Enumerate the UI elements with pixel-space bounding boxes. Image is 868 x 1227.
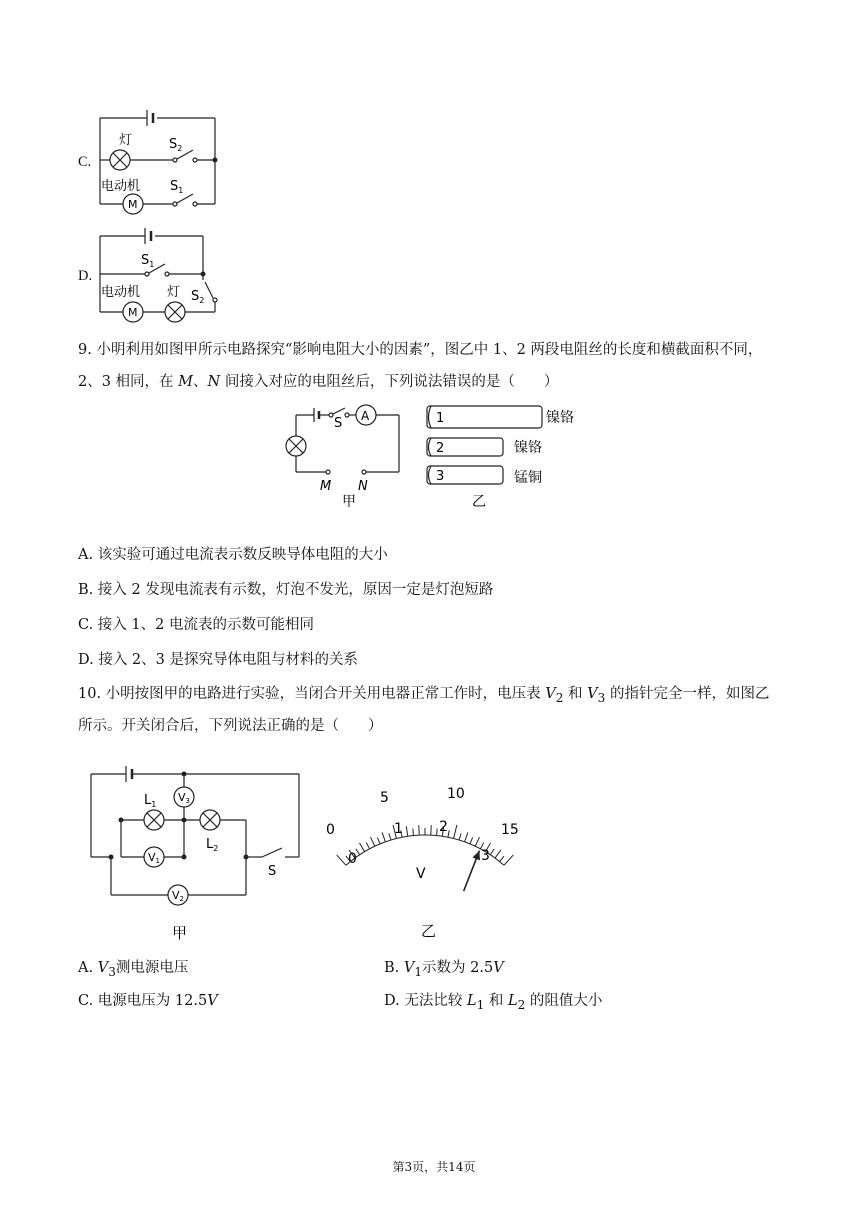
dial-inner-3: 3 <box>481 848 490 864</box>
fig-c-motor-label: 电动机 <box>101 179 141 194</box>
fig-d-s1-label: $S_1$ <box>141 253 155 269</box>
dial-tick <box>382 832 385 841</box>
dial-unit: V <box>416 866 426 882</box>
q9-stem-line2: 2、3 相同，在 M、N 间接入对应的电阻丝后，下列说法错误的是（ ） <box>78 374 559 390</box>
dial-tick <box>377 837 380 843</box>
option-c-label: C. <box>78 154 92 170</box>
q10-option-d: D. 无法比较 $L_1$ 和 $L_2$ 的阻值大小 <box>384 993 603 1012</box>
q9-stem-line1: 9. 小明利用如图甲所示电路探究“影响电阻大小的因素”，图乙中 1、2 两段电阻丝的长度和横截面积不同， <box>78 342 763 358</box>
q9-figures <box>282 400 592 510</box>
dial-tick <box>504 855 513 865</box>
dial-tick <box>337 855 346 865</box>
dial-inner-1: 1 <box>394 821 403 837</box>
q10-option-a: A. $V_3$测电源电压 <box>78 960 189 979</box>
fig-c-s2-label: $S_2$ <box>169 137 183 153</box>
dial-inner-0: 0 <box>348 851 357 867</box>
dial-outer-15: 15 <box>501 822 519 838</box>
dial-caption: 乙 <box>421 922 437 938</box>
q10-jia-l2-label: $L_2$ <box>206 837 219 853</box>
q9-option-a: A. 该实验可通过电流表示数反映导体电阻的大小 <box>78 547 388 563</box>
dial-tick <box>459 833 461 840</box>
q10-jia-v2-symbol: V2 <box>172 889 184 903</box>
q9-wire-3-number: 3 <box>436 469 445 484</box>
dial-inner-2: 2 <box>439 819 448 835</box>
q10-jia-v3-symbol: V3 <box>178 791 190 805</box>
q10-jia-v1-symbol: V1 <box>148 851 160 865</box>
q9-wire-2-number: 2 <box>436 441 445 456</box>
dial-tick <box>437 829 438 836</box>
q9-wire-1-material: 镍铬 <box>546 410 574 426</box>
dial-tick <box>389 833 391 840</box>
q9-wire-3-material: 锰铜 <box>514 470 542 486</box>
q9-option-b: B. 接入 2 发现电流表有示数，灯泡不发光，原因一定是灯泡短路 <box>78 582 494 598</box>
dial-tick <box>475 837 479 846</box>
q9-option-c: C. 接入 1、2 电流表的示数可能相同 <box>78 617 314 633</box>
fig-c-s1-label: $S_1$ <box>170 179 184 195</box>
q10-jia-caption: 甲 <box>172 924 188 942</box>
q10-voltmeter-dial <box>318 778 533 938</box>
dial-outer-5: 5 <box>380 790 389 806</box>
q10-jia-switch-label: S <box>268 864 277 879</box>
q10-stem-line2: 所示。开关闭合后，下列说法正确的是（ ） <box>78 718 383 734</box>
q10-option-b: B. $V_1$示数为 2.5V <box>384 960 504 979</box>
q9-jia-ammeter-symbol: A <box>361 409 370 423</box>
q9-option-d: D. 接入 2、3 是探究导体电阻与材料的关系 <box>78 652 358 668</box>
figure-option-d <box>95 222 225 332</box>
fig-c-lamp-label: 灯 <box>119 133 133 148</box>
q9-jia-caption: 甲 <box>342 494 356 510</box>
dial-tick <box>470 837 473 843</box>
dial-tick <box>495 850 501 858</box>
dial-tick <box>465 832 468 841</box>
dial-tick <box>413 829 414 836</box>
option-d-label: D. <box>78 268 93 284</box>
dial-outer-0: 0 <box>326 822 335 838</box>
fig-d-motor-label: 电动机 <box>101 285 141 300</box>
fig-d-lamp-label: 灯 <box>167 285 181 300</box>
fig-c-motor-symbol: M <box>128 198 138 211</box>
q9-jia-m-label: M <box>320 479 332 494</box>
dial-tick <box>406 826 407 836</box>
q9-yi-caption: 乙 <box>472 494 486 510</box>
q9-jia-n-label: N <box>358 479 368 494</box>
dial-outer-10: 10 <box>447 786 465 802</box>
fig-d-s2-label: $S_2$ <box>191 289 205 305</box>
dial-tick <box>366 843 369 849</box>
q10-jia-circuit <box>86 760 306 945</box>
figure-option-c <box>95 100 225 215</box>
dial-tick <box>454 825 457 839</box>
fig-d-motor-symbol: M <box>128 306 138 319</box>
q9-wire-1-number: 1 <box>436 411 445 426</box>
q9-jia-switch-label: S <box>334 416 343 431</box>
dial-tick <box>359 843 364 852</box>
dial-tick <box>490 849 494 855</box>
q10-jia-l1-label: $L_1$ <box>144 793 157 809</box>
page-footer: 第3页，共14页 <box>392 1160 476 1174</box>
dial-tick <box>500 856 504 861</box>
dial-tick <box>371 837 375 846</box>
q10-option-c: C. 电源电压为 12.5V <box>78 993 218 1009</box>
dial-pointer-head <box>472 851 479 861</box>
q9-wire-2-material: 镍铬 <box>514 440 542 456</box>
q10-stem-line1: 10. 小明按图甲的电路进行实验，当闭合开关用电器正常工作时，电压表 $V_2$ 和 $V_3$ 的指针完全一样，如图乙 <box>78 686 770 705</box>
dial-tick <box>448 830 449 837</box>
